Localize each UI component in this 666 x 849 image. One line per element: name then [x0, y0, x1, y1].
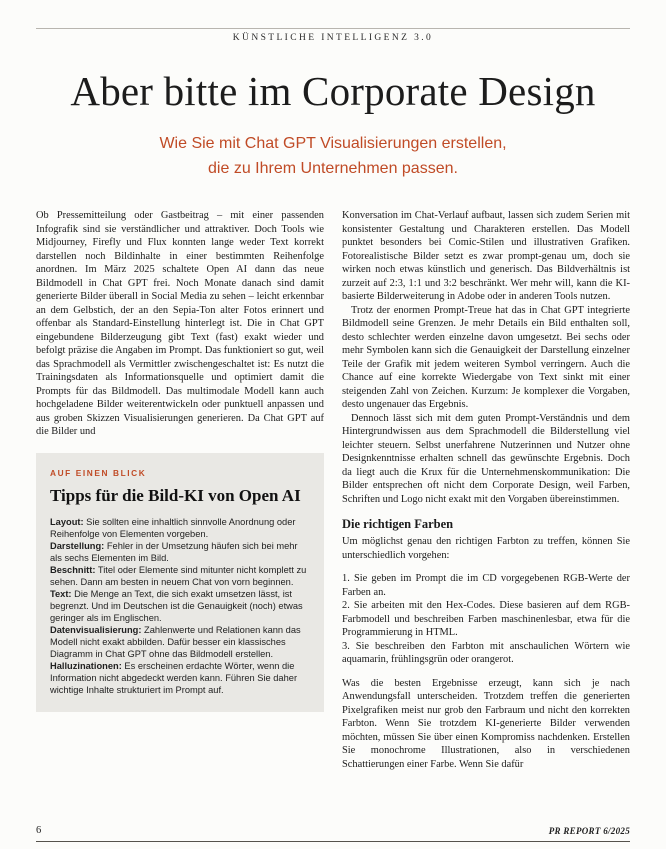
- footer-page-number: 6: [36, 825, 42, 836]
- list-item-3: 3. Sie beschreiben den Farbton mit anschaulichen Wörtern wie aquamarin, frühlingsgrün oder orangerot.: [342, 640, 630, 666]
- infobox-text: Die Menge an Text, die sich exakt umsetzen lässt, ist begrenzt. Und im Deutschen ist die Genauigkeit (noch) etwas geringer als im Englischen.: [50, 588, 303, 623]
- top-rule: [36, 28, 630, 29]
- infobox-text: Sie sollten eine inhaltlich sinnvolle Anordnung oder Reihenfolge von Elementen vorgeben.: [50, 516, 296, 539]
- column-left: [36, 209, 324, 771]
- article-columns: [36, 209, 630, 771]
- list-item-1: 1. Sie geben im Prompt die im CD vorgegebenen RGB-Werte der Farben an.: [342, 573, 630, 598]
- footer-magazine-credit: PR REPORT 6/2025: [548, 826, 630, 836]
- infobox: [36, 453, 324, 712]
- column-right: [342, 209, 630, 771]
- body-paragraph-ergebnisse: Was die besten Ergebnisse erzeugt, kann sich je nach Anwendungsfall unterscheiden. Trotzdem treffen die generierten Pixelgrafiken meist nur grob den Farbraum und nicht den korrekten Farbton. Wenn Sie trotzdem KI-generierte Bilder verwenden möchten, müssen Sie über einen Kompromiss nachdenken. Erstellen Sie monochrome Illustrationen, also in verschiedenen Schattierungen einer Farbe. Wenn Sie dafür: [342, 677, 630, 770]
- infobox-term: Darstellung:: [50, 540, 105, 551]
- infobox-item-beschnitt: [50, 564, 310, 588]
- infobox-text: Titel oder Elemente sind mitunter nicht komplett zu sehen. Dann am besten in neuem Chat von vorn beginnen.: [50, 564, 307, 587]
- infobox-term: Halluzinationen:: [50, 660, 122, 671]
- infobox-text: Es erscheinen erdachte Wörter, wenn die Information nicht abgedeckt werden kann. Führen Sie daher wichtige Inhalte strukturiert im Prompt auf.: [50, 660, 298, 695]
- infobox-item-halluzinationen: [50, 660, 310, 696]
- body-paragraph-limits: Trotz der enormen Prompt-Treue hat das in Chat GPT integrierte Bildmodell seine Grenzen. Je mehr Details ein Bild enthalten soll, desto schlechter werden einzelne davon umgesetzt. Bei sechs oder mehr Symbolen kann sich die Genauigkeit der Darstellung einzelner Teile der Grafik mit jedem weiteren Symbol verringern. Auch die Chance auf eine korrekte Wiedergabe von Text sinkt mit einer steigenden Zahl von Zeichen. Kurzum: Je komplexer die Vorgaben, desto ungenauer das Ergebnis.: [342, 304, 630, 411]
- subtitle: [36, 131, 630, 181]
- page-footer: [36, 825, 630, 842]
- infobox-text: Fehler in der Umsetzung häufen sich bei mehr als sechs Elementen im Bild.: [50, 540, 298, 563]
- body-paragraph-krux: Dennoch lässt sich mit dem guten Prompt-Verständnis und dem Hintergrundwissen aus dem Sprachmodell die Bilderstellung viel leichter steuern. Selbst unerfahrene Nutzerinnen und Nutzer ohne Designkenntnisse erhalten schnell das gewünschte Ergebnis. Doch da liegt auch die Krux für die Unternehmenskommunikation: Die Bilder entsprechen oft nicht dem Corporate Design, weil Farben, Schriften und Logo nicht exakt mit den Vorgaben übereinstimmen.: [342, 412, 630, 505]
- infobox-title: Tipps für die Bild-KI von Open AI: [50, 485, 301, 505]
- infobox-item-text: [50, 588, 310, 624]
- section-heading-farben: Die richtigen Farben: [342, 517, 454, 532]
- list-item-2: 2. Sie arbeiten mit den Hex-Codes. Diese basieren auf dem RGB-Farbmodell und beschreiben Farben maschinenlesbar, etwa für die Programmierung in HTML.: [342, 600, 630, 639]
- subtitle-line-2: die zu Ihrem Unternehmen passen.: [208, 160, 458, 178]
- infobox-item-darstellung: [50, 540, 310, 564]
- infobox-term: Layout:: [50, 516, 84, 527]
- page-title: Aber bitte im Corporate Design: [70, 68, 596, 114]
- infobox-label: AUF EINEN BLICK: [50, 467, 147, 478]
- body-paragraph-intro: Ob Pressemitteilung oder Gastbeitrag – mit einer passenden Infografik sind sie verständlicher und attraktiver. Doch Tools wie Midjourney, Firefly und Flux konnten lange weder Text korrekt darstellen noch Bildinhalte in einer bestimmten Reihenfolge anordnen. Im März 2025 schaltete Open AI dann das neue Bildmodell in Chat GPT frei. Noch Monate danach sind damit generierte Bilder überall in Social Media zu sehen – leicht erkennbar an dem Gelbstich, der an den Sepia-Ton alter Fotos erinnert und offenbar als Standard-Einstellung hinterlegt ist. Die in Chat GPT eingebundene Bilderzeugung gibt Text (fast) exakt wieder und befolgt präzise die Angaben im Prompt. Das funktioniert so gut, weil das Sprachmodell als Vermittler zwischengeschaltet ist: Es nutzt die Trainingsdaten als Informationsquelle und optimiert damit die Prompts für das Bildmodell. Das multimodale Modell kann auch hochgeladene Bilder weiterentwickeln oder punktuell anpassen und aus groben Skizzen Visualisierungen generieren. Da Chat GPT auf die Bilder und: [36, 210, 324, 438]
- infobox-text: Zahlenwerte und Relationen kann das Modell nicht exakt abbilden. Dafür besser ein klassisches Diagramm in Chat GPT ohne das Bildmodell erstellen.: [50, 624, 301, 659]
- infobox-item-layout: [50, 516, 310, 540]
- subtitle-line-1: Wie Sie mit Chat GPT Visualisierungen erstellen,: [159, 135, 507, 153]
- kicker: KÜNSTLICHE INTELLIGENZ 3.0: [232, 33, 434, 43]
- infobox-term: Beschnitt:: [50, 564, 96, 575]
- body-paragraph-continuation: Konversation im Chat-Verlauf aufbaut, lassen sich zudem Serien mit konsistenter Gestaltung und Charakteren erstellen. Das Modell punktet besonders bei Comic-Stilen und illustrativen Grafiken. Fotorealistische Bilder setzt es zwar prompt-genau um, doch sie wirken noch etwas künstlich und generisch. Das Bildverhältnis ist zurzeit auf 2:3, 1:1 und 3:2 beschränkt. Wer mehr will, kann die KI-basierte Bilderweiterung in Adobe oder in anderen Tools nutzen.: [342, 210, 630, 303]
- body-paragraph-farben-intro: Um möglichst genau den richtigen Farbton zu treffen, können Sie unterschiedlich vorgehen:: [342, 536, 630, 561]
- infobox-term: Datenvisualisierung:: [50, 624, 142, 635]
- infobox-term: Text:: [50, 588, 72, 599]
- infobox-item-datenvisualisierung: [50, 624, 310, 660]
